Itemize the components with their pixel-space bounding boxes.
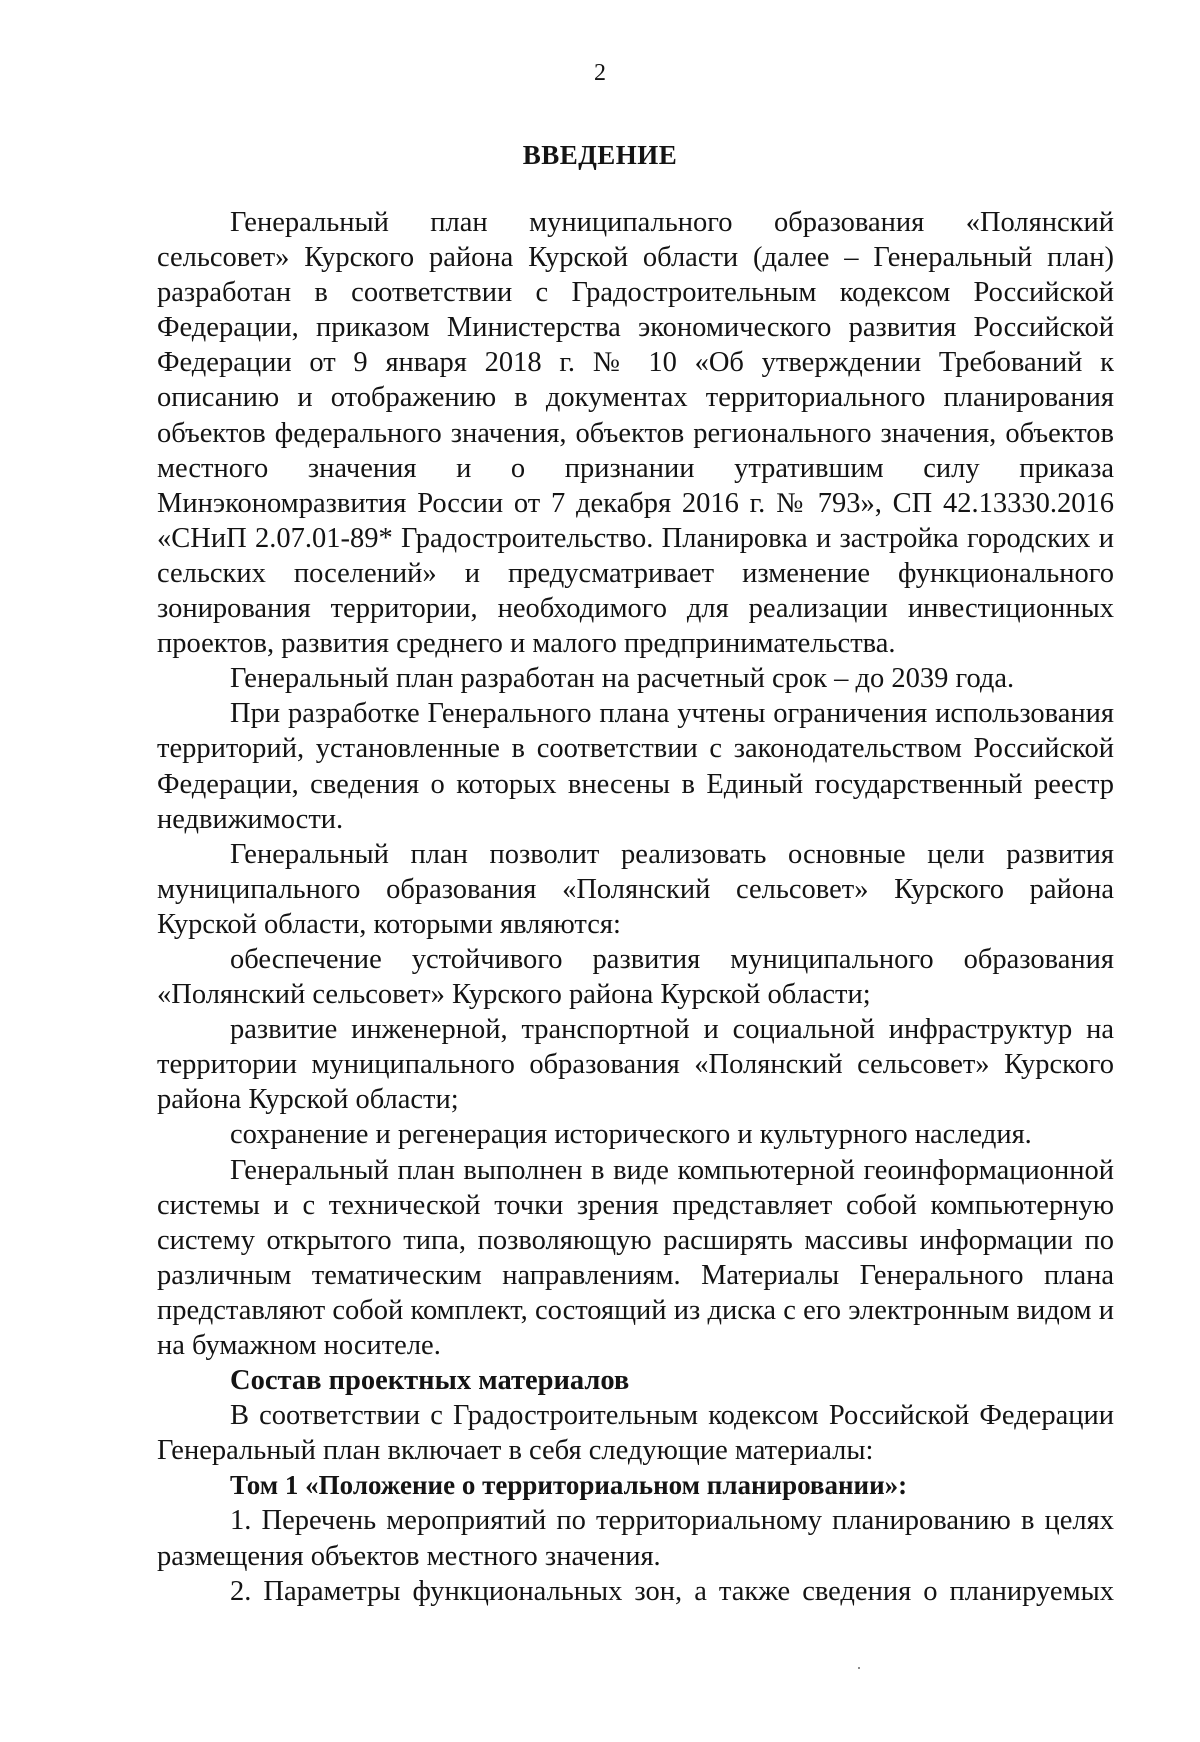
paragraph: При разработке Генерального плана учтены ограничения использования территорий, установленные в соответствии с законодательством Российской Федерации, сведения о которых внесены в Единый государственный реестр недвижимости. <box>157 698 1114 835</box>
page-number: 2 <box>594 60 606 86</box>
paragraph: Генеральный план выполнен в виде компьютерной геоинформационной системы и с технической точки зрения представляет собой компьютерную систему открытого типа, позволяющую расширять массивы информации по различным тематическим направлениям. Материалы Генерального плана представляют собой комплект, состоящий из диска с его электронным видом и на бумажном носителе. <box>157 1154 1114 1361</box>
section-intro: В соответствии с Градостроительным кодексом Российской Федерации Генеральный план включает в себя следующие материалы: <box>157 1400 1114 1467</box>
paragraph: Генеральный план муниципального образования «Полянский сельсовет» Курского района Курской области (далее – Генеральный план) разработан в соответствии с Градостроительным кодексом Российской Федерации, приказом Министерства экономического развития Российской Федерации от 9 января 2018 г. № 10 «Об утверждении Требований к описанию и отображению в документах территориального планирования объектов федерального значения, объектов регионального значения, объектов местного значения и о признании утратившим силу приказа Минэкономразвития России от 7 декабря 2016 г. № 793», СП 42.13330.2016 «СНиП 2.07.01-89* Градостроительство. Планировка и застройка городских и сельских поселений» и предусматривает изменение функционального зонирования территории, необходимого для реализации инвестиционных проектов, развития среднего и малого предпринимательства. <box>157 207 1114 660</box>
list-item: 2. Параметры функциональных зон, а также сведения о планируемых <box>230 1575 1114 1607</box>
document-heading: ВВЕДЕНИЕ <box>522 140 678 170</box>
list-paragraph: развитие инженерной, транспортной и социальной инфраструктур на территории муниципального образования «Полянский сельсовет» Курского района Курской области; <box>157 1014 1114 1116</box>
document-body <box>157 205 1114 1609</box>
section-heading: Состав проектных материалов <box>230 1365 630 1397</box>
paragraph: Генеральный план разработан на расчетный срок – до 2039 года. <box>230 663 1015 695</box>
list-paragraph: сохранение и регенерация исторического и культурного наследия. <box>230 1119 1032 1151</box>
list-paragraph: обеспечение устойчивого развития муниципального образования «Полянский сельсовет» Курского района Курской области; <box>157 943 1114 1011</box>
paragraph: Генеральный план позволит реализовать основные цели развития муниципального образования «Полянский сельсовет» Курского района Курской области, которыми являются: <box>157 838 1114 940</box>
volume-heading: Том 1 «Положение о территориальном планировании»: <box>230 1470 908 1501</box>
list-item: 1. Перечень мероприятий по территориальному планированию в целях размещения объектов местного значения. <box>157 1505 1114 1572</box>
scan-speck <box>858 1667 860 1669</box>
